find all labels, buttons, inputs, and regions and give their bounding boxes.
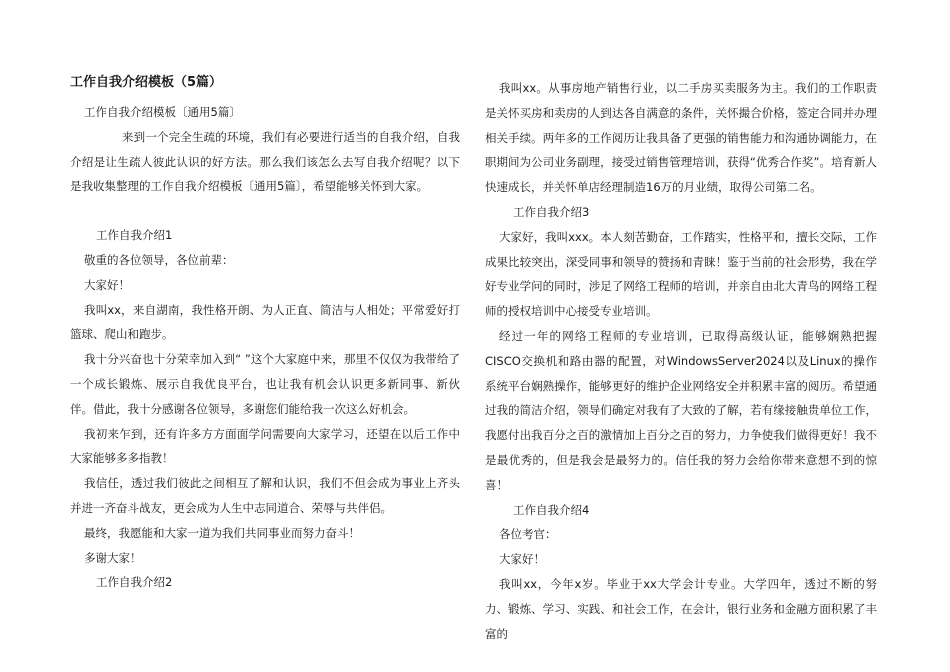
left-column (70, 72, 460, 595)
section-2-paragraph: 我叫xx。从事房地产销售行业，以二手房买卖服务为主。我们的工作职责是关怀买房和卖房的人到达各自满意的条件，关怀撮合价格，签定合同并办理相关手续。两年多的工作阅历让我具备了更强的销售能力和沟通协调能力，在职期间为公司业务副理，接受过销售管理培训，获得“优秀合作奖”。培育新人快速成长，并关怀单店经理制造16万的月业绩，取得公司第二名。 (485, 81, 877, 195)
section-1-paragraph: 我叫xx，来自湖南，我性格开朗、为人正直、简洁与人相处；平常爱好打篮球、爬山和跑步。 (70, 302, 460, 342)
document-title: 工作自我介绍模板（5篇） (70, 75, 223, 90)
section-1-closing: 多谢大家！ (84, 550, 142, 565)
section-1-paragraph: 我初来乍到，还有许多方方面面学问需要向大家学习，还望在以后工作中大家能够多多指教！ (70, 426, 460, 466)
section-4-salutation: 各位考官： (499, 527, 557, 542)
section-1-heading: 工作自我介绍1 (96, 228, 173, 243)
intro-paragraph: 来到一个完全生疏的环境，我们有必要进行适当的自我介绍，自我介绍是让生疏人彼此认识的好方法。那么我们该怎么去写自我介绍呢？以下是我收集整理的工作自我介绍模板〔通用5篇〕，希望能够关怀到大家。 (70, 129, 460, 194)
right-column (485, 76, 877, 646)
section-1-paragraph: 最终，我愿能和大家一道为我们共同事业而努力奋斗！ (84, 525, 360, 540)
spacer (70, 199, 460, 223)
document-subtitle: 工作自我介绍模板〔通用5篇〕 (84, 105, 241, 119)
section-3-paragraph: 经过一年的网络工程师的专业培训，已取得高级认证，能够娴熟把握CISCO交换机和路由器的配置，对WindowsServer2024以及Linux的操作系统平台娴熟操作，能够更好的维护企业网络安全并积累丰富的阅历。希望通过我的简洁介绍，领导们确定对我有了大致的了解，若有缘接触贵单位工作，我愿付出我百分之百的激情加上百分之百的努力，力争使我们做得更好！我不是最优秀的，但是我会是最努力的。信任我的努力会给你带来意想不到的惊喜！ (485, 328, 877, 492)
section-2-heading: 工作自我介绍2 (96, 575, 173, 590)
section-1-paragraph: 我十分兴奋也十分荣幸加入到“ ”这个大家庭中来，那里不仅仅为我带给了一个成长锻炼、展示自我优良平台，也让我有机会认识更多新同事、新伙伴。借此，我十分感谢各位领导，多谢您们能给我一次这么好机会。 (70, 352, 460, 416)
section-3-paragraph: 大家好，我叫xxx。本人刻苦勤奋，工作踏实，性格平和，擅长交际，工作成果比较突出，深受同事和领导的赞扬和青睐！鉴于当前的社会形势，我在学好专业学问的同时，涉足了网络工程师的培训，并亲自由北大青鸟的网络工程师的授权培训中心接受专业培训。 (485, 229, 877, 319)
section-4-paragraph: 我叫xx，今年x岁。毕业于xx大学会计专业。大学四年，透过不断的努力、锻炼、学习、实践、和社会工作，在会计，银行业务和金融方面积累了丰富的 (485, 576, 877, 641)
section-4-heading: 工作自我介绍4 (513, 502, 590, 517)
section-1-paragraph: 我信任，透过我们彼此之间相互了解和认识，我们不但会成为事业上齐头并进一齐奋斗战友，更会成为人生中志同道合、荣辱与共伴侣。 (70, 476, 460, 515)
section-4-greeting: 大家好！ (499, 552, 545, 567)
section-1-salutation: 敬重的各位领导，各位前辈： (84, 252, 234, 267)
section-3-heading: 工作自我介绍3 (513, 204, 590, 219)
section-1-greeting: 大家好！ (84, 277, 130, 292)
